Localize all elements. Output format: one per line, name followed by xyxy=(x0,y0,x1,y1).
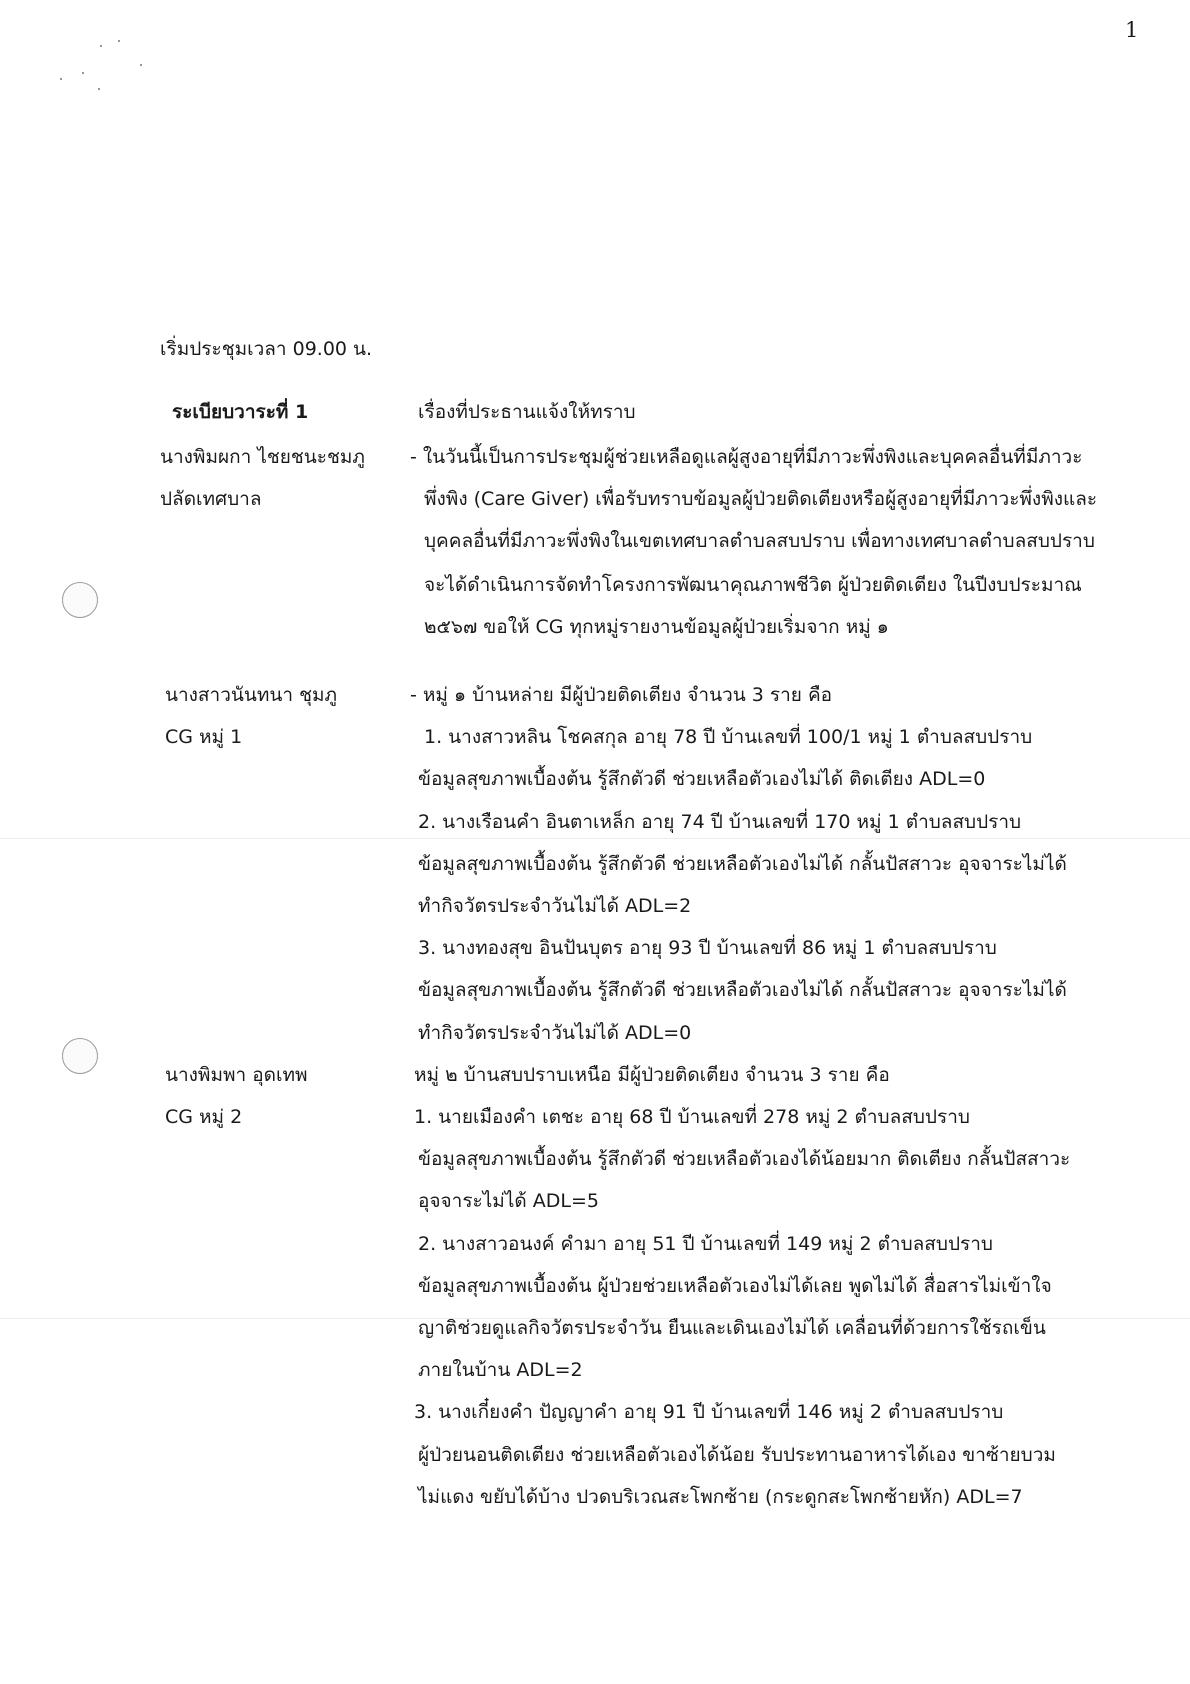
speaker-role: ปลัดเทศบาล xyxy=(160,488,262,510)
body-line: ข้อมูลสุขภาพเบื้องต้น ผู้ป่วยช่วยเหลือตัวเองไม่ได้เลย พูดไม่ได้ สื่อสารไม่เข้าใจ xyxy=(418,1275,1052,1297)
body-line: ไม่แดง ขยับได้บ้าง ปวดบริเวณสะโพกซ้าย (กระดูกสะโพกซ้ายหัก) ADL=7 xyxy=(418,1486,1023,1508)
body-line: 2. นางสาวอนงค์ คำมา อายุ 51 ปี บ้านเลขที่ 149 หมู่ 2 ตำบลสบปราบ xyxy=(418,1233,993,1255)
body-line: ญาติช่วยดูแลกิจวัตรประจำวัน ยืนและเดินเองไม่ได้ เคลื่อนที่ด้วยการใช้รถเข็น xyxy=(418,1317,1046,1339)
body-line: ภายในบ้าน ADL=2 xyxy=(418,1359,583,1381)
body-line: อุจจาระไม่ได้ ADL=5 xyxy=(418,1190,599,1212)
body-line: 1. นางสาวหลิน โชคสกุล อายุ 78 ปี บ้านเลขที่ 100/1 หมู่ 1 ตำบลสบปราบ xyxy=(424,726,1033,748)
scan-speck xyxy=(118,40,120,42)
body-line: - หมู่ ๑ บ้านหล่าย มีผู้ป่วยติดเตียง จำนวน 3 ราย คือ xyxy=(410,684,833,706)
agenda-topic: เรื่องที่ประธานแจ้งให้ทราบ xyxy=(418,401,636,423)
body-line: ข้อมูลสุขภาพเบื้องต้น รู้สึกตัวดี ช่วยเหลือตัวเองได้น้อยมาก ติดเตียง กลั้นปัสสาวะ xyxy=(418,1148,1071,1170)
scan-speck xyxy=(140,64,142,66)
body-line: ข้อมูลสุขภาพเบื้องต้น รู้สึกตัวดี ช่วยเหลือตัวเองไม่ได้ กลั้นปัสสาวะ อุจจาระไม่ได้ xyxy=(418,853,1067,875)
start-time: เริ่มประชุมเวลา 09.00 น. xyxy=(160,338,373,360)
speaker-name: นางพิมพา อุดเทพ xyxy=(165,1064,308,1086)
punch-hole-mark xyxy=(62,582,98,618)
speaker-name: นางพิมผกา ไชยชนะชมภู xyxy=(160,446,365,468)
body-line: ผู้ป่วยนอนติดเตียง ช่วยเหลือตัวเองได้น้อย รับประทานอาหารได้เอง ขาซ้ายบวม xyxy=(418,1444,1056,1466)
body-line: ข้อมูลสุขภาพเบื้องต้น รู้สึกตัวดี ช่วยเหลือตัวเองไม่ได้ กลั้นปัสสาวะ อุจจาระไม่ได้ xyxy=(418,979,1067,1001)
body-line: บุคคลอื่นที่มีภาวะพึ่งพิงในเขตเทศบาลตำบลสบปราบ เพื่อทางเทศบาลตำบลสบปราบ xyxy=(424,530,1095,552)
body-line: ข้อมูลสุขภาพเบื้องต้น รู้สึกตัวดี ช่วยเหลือตัวเองไม่ได้ ติดเตียง ADL=0 xyxy=(418,768,986,790)
scan-line xyxy=(0,838,1190,839)
punch-hole-mark xyxy=(62,1038,98,1074)
body-line: ทำกิจวัตรประจำวันไม่ได้ ADL=2 xyxy=(418,895,692,917)
body-line: ๒๕๖๗ ขอให้ CG ทุกหมู่รายงานข้อมูลผู้ป่วยเริ่มจาก หมู่ ๑ xyxy=(424,616,889,638)
scan-speck xyxy=(82,72,84,74)
body-line: 1. นายเมืองคำ เตชะ อายุ 68 ปี บ้านเลขที่ 278 หมู่ 2 ตำบลสบปราบ xyxy=(414,1106,970,1128)
body-line: - ในวันนี้เป็นการประชุมผู้ช่วยเหลือดูแลผู้สูงอายุที่มีภาวะพึ่งพิงและบุคคลอื่นที่มีภาวะ xyxy=(410,446,1083,468)
body-line: 3. นางทองสุข อินปันบุตร อายุ 93 ปี บ้านเลขที่ 86 หมู่ 1 ตำบลสบปราบ xyxy=(418,937,997,959)
speaker-role: CG หมู่ 1 xyxy=(165,726,243,748)
body-line: พึ่งพิง (Care Giver) เพื่อรับทราบข้อมูลผู้ป่วยติดเตียงหรือผู้สูงอายุที่มีภาวะพึ่งพิงและ xyxy=(424,488,1098,510)
scan-speck xyxy=(100,45,102,47)
scan-speck xyxy=(60,78,62,80)
speaker-name: นางสาวนันทนา ชุมภู xyxy=(165,684,338,706)
body-line: หมู่ ๒ บ้านสบปราบเหนือ มีผู้ป่วยติดเตียง จำนวน 3 ราย คือ xyxy=(414,1064,890,1086)
speaker-role: CG หมู่ 2 xyxy=(165,1106,243,1128)
scan-speck xyxy=(98,88,100,90)
body-line: จะได้ดำเนินการจัดทำโครงการพัฒนาคุณภาพชีวิต ผู้ป่วยติดเตียง ในปีงบประมาณ xyxy=(424,574,1082,596)
page-number: 1 xyxy=(1125,18,1139,42)
body-line: 3. นางเกี๋ยงคำ ปัญญาคำ อายุ 91 ปี บ้านเลขที่ 146 หมู่ 2 ตำบลสบปราบ xyxy=(414,1401,1004,1423)
agenda-label: ระเบียบวาระที่ 1 xyxy=(172,401,309,423)
body-line: ทำกิจวัตรประจำวันไม่ได้ ADL=0 xyxy=(418,1022,692,1044)
body-line: 2. นางเรือนคำ อินตาเหล็ก อายุ 74 ปี บ้านเลขที่ 170 หมู่ 1 ตำบลสบปราบ xyxy=(418,811,1022,833)
